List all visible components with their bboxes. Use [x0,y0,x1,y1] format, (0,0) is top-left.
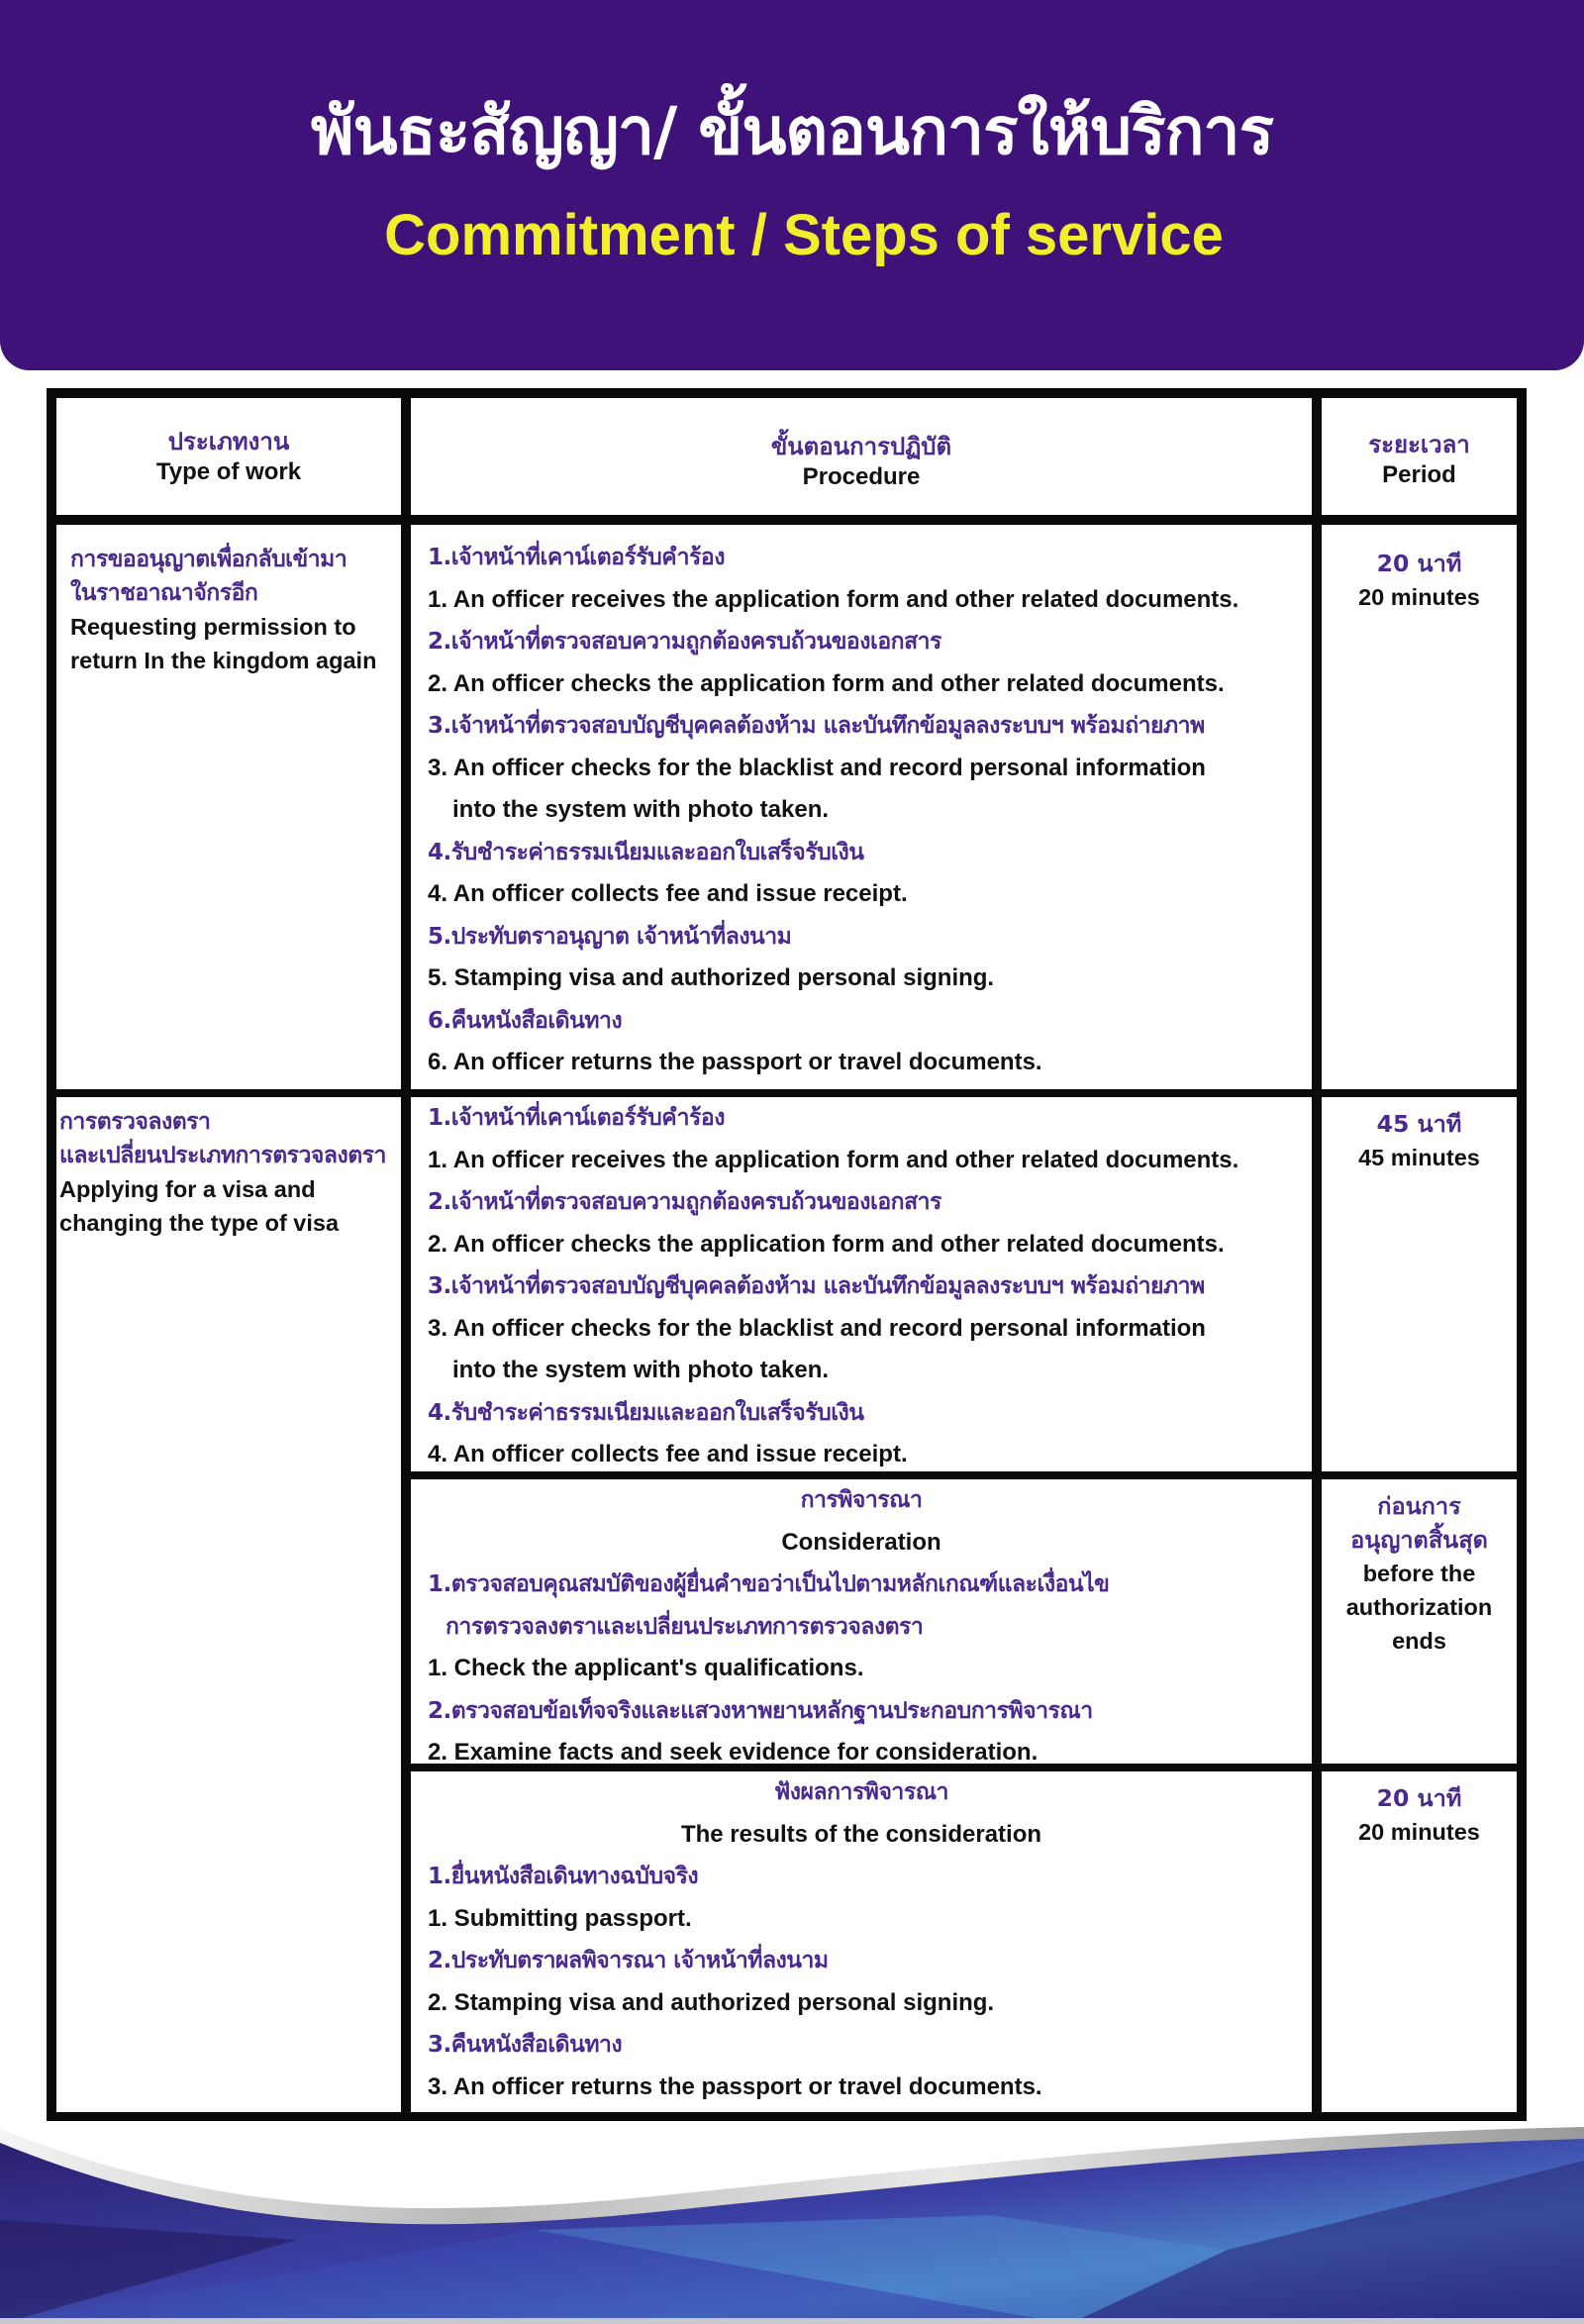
table-row-visa-procedure-results [411,1771,1312,2112]
step-thai: 2.เจ้าหน้าที่ตรวจสอบความถูกต้องครบถ้วนของเอกสาร [428,1189,941,1215]
step-english: 4. An officer collects fee and issue receipt. [428,1441,908,1467]
period-english: ends [1392,1628,1446,1654]
period-thai: ก่อนการ [1377,1492,1461,1520]
step-thai: 1.ยื่นหนังสือเดินทางฉบับจริง [428,1864,699,1889]
table-row-reentry-procedure [411,525,1312,1089]
header-banner [0,0,1584,370]
section-heading-english: Consideration [781,1528,941,1556]
step-thai: 4.รับชำระค่าธรรมเนียมและออกใบเสร็จรับเงิน [428,1399,864,1426]
step-english: 5. Stamping visa and authorized personal signing. [428,964,995,991]
section-heading-english: The results of the consideration [680,1820,1042,1848]
section-heading-thai: ฟังผลการพิจารณา [774,1779,948,1805]
column-header-type-of-work [56,398,401,515]
step-thai: 1.เจ้าหน้าที่เคาน์เตอร์รับคำร้อง [428,545,725,570]
period-thai: 45 นาที [1376,1110,1462,1138]
table-row-reentry-type [56,525,401,1089]
step-english: 6. An officer returns the passport or travel documents. [428,1049,1042,1075]
period-english: 45 minutes [1358,1145,1480,1170]
table-row-visa-procedure-counter [411,1097,1312,1471]
table-row-reentry-period [1322,525,1517,1089]
table-row-visa-period-consideration [1322,1479,1517,1764]
step-thai: 1.ตรวจสอบคุณสมบัติของผู้ยื่นคำขอว่าเป็นไปตามหลักเกณฑ์และเงื่อนไข [428,1571,1110,1597]
service-steps-table [47,388,1527,2121]
step-thai: 2.เจ้าหน้าที่ตรวจสอบความถูกต้องครบถ้วนของเอกสาร [428,629,941,655]
table-row-visa-procedure-consideration [411,1479,1312,1764]
section-heading-thai: การพิจารณา [800,1487,923,1513]
decorative-footer-wave [0,2121,1584,2324]
step-english: 3. An officer checks for the blacklist and record personal information [428,754,1206,781]
step-thai: 1.เจ้าหน้าที่เคาน์เตอร์รับคำร้อง [428,1105,725,1131]
step-english-continued: into the system with photo taken. [452,1357,830,1383]
step-english: 1. Check the applicant's qualifications. [428,1655,864,1681]
step-english: 2. An officer checks the application form and other related documents. [428,669,1225,697]
step-thai: 4.รับชำระค่าธรรมเนียมและออกใบเสร็จรับเงิน [428,839,864,865]
type-english-line: return In the kingdom again [70,648,377,673]
step-english: 4. An officer collects fee and issue receipt. [428,880,908,907]
page-title-english: Commitment / Steps of service [384,203,1224,267]
step-thai: 2.ประทับตราผลพิจารณา เจ้าหน้าที่ลงนาม [428,1948,829,1973]
type-english-line: Applying for a visa and [59,1176,316,1202]
type-thai-line: และเปลี่ยนประเภทการตรวจลงตรา [59,1143,386,1168]
period-thai: 20 นาที [1376,550,1462,577]
page-title-thai: พันธะสัญญา/ ขั้นตอนการให้บริการ [310,93,1274,169]
column-header-english: Type of work [155,458,302,485]
step-thai: 3.คืนหนังสือเดินทาง [428,2032,623,2058]
column-header-thai: ประเภทงาน [167,428,290,455]
period-english: 20 minutes [1358,1819,1480,1845]
step-english: 1. An officer receives the application form and other related documents. [428,585,1239,613]
column-header-english: Period [1382,461,1456,488]
type-thai-line: การตรวจลงตรา [59,1109,211,1135]
column-header-thai: ขั้นตอนการปฏิบัติ [770,433,952,460]
step-english: 3. An officer checks for the blacklist and record personal information [428,1314,1206,1342]
step-english: 3. An officer returns the passport or travel documents. [428,2072,1042,2100]
column-header-thai: ระยะเวลา [1368,431,1470,458]
column-header-procedure [411,398,1312,515]
table-row-visa-type [56,1097,401,2112]
table-row-visa-period-counter [1322,1097,1517,1471]
period-english: before the [1362,1561,1476,1586]
step-thai: 3.เจ้าหน้าที่ตรวจสอบบัญชีบุคคลต้องห้าม และบันทึกข้อมูลลงระบบฯ พร้อมถ่ายภาพ [428,713,1205,739]
step-thai: 5.ประทับตราอนุญาต เจ้าหน้าที่ลงนาม [428,923,792,950]
step-thai: 3.เจ้าหน้าที่ตรวจสอบบัญชีบุคคลต้องห้าม และบันทึกข้อมูลลงระบบฯ พร้อมถ่ายภาพ [428,1273,1205,1299]
type-english-line: changing the type of visa [59,1210,340,1236]
column-header-period [1322,398,1517,515]
step-thai: 2.ตรวจสอบข้อเท็จจริงและแสวงหาพยานหลักฐานประกอบการพิจารณา [428,1697,1093,1724]
step-english: 2. Examine facts and seek evidence for consideration. [428,1739,1039,1766]
step-english: 2. Stamping visa and authorized personal signing. [428,1988,995,2016]
step-thai-continued: การตรวจลงตราและเปลี่ยนประเภทการตรวจลงตรา [446,1613,924,1640]
step-english: 2. An officer checks the application form and other related documents. [428,1230,1225,1258]
type-thai-line: การขออนุญาตเพื่อกลับเข้ามา [70,547,347,572]
type-english-line: Requesting permission to [70,614,356,640]
step-english: 1. Submitting passport. [428,1904,692,1932]
step-english-continued: into the system with photo taken. [452,796,830,823]
period-thai: 20 นาที [1376,1784,1462,1812]
step-thai: 6.คืนหนังสือเดินทาง [428,1007,623,1034]
period-english: 20 minutes [1358,584,1480,610]
period-english: authorization [1345,1594,1493,1620]
period-thai: อนุญาตสิ้นสุด [1350,1526,1488,1554]
type-thai-line: ในราชอาณาจักรอีก [70,580,258,606]
step-english: 1. An officer receives the application form and other related documents. [428,1146,1239,1173]
table-row-visa-period-results [1322,1771,1517,2112]
column-header-english: Procedure [802,463,921,490]
